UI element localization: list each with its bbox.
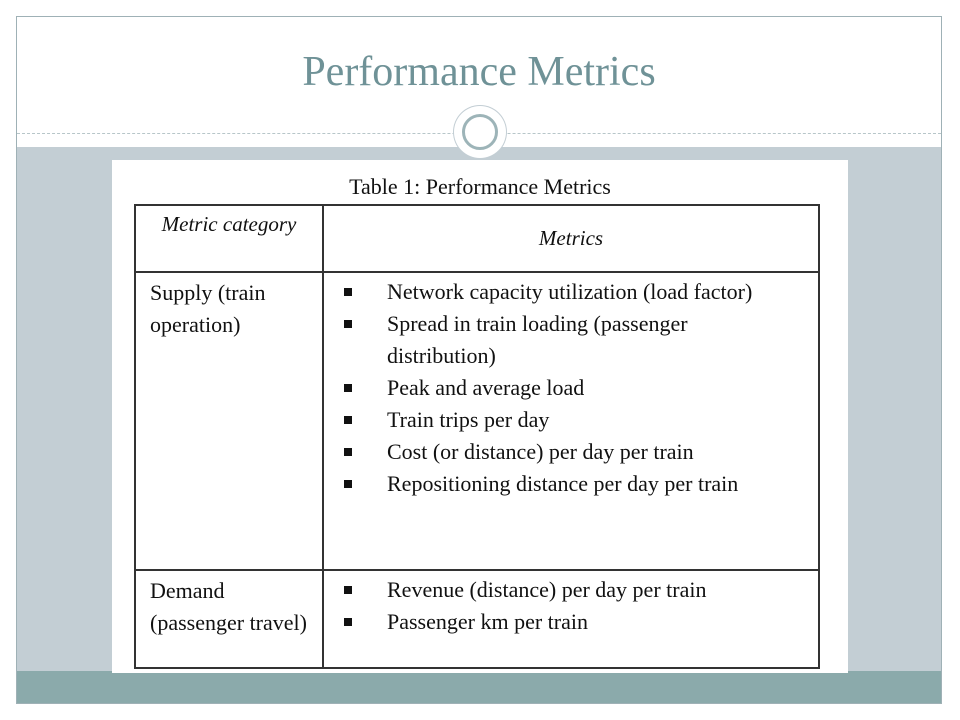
header-metric-category: Metric category <box>135 205 323 272</box>
metric-item: Train trips per day <box>341 404 799 436</box>
metric-item: Network capacity utilization (load factor) <box>341 276 799 308</box>
metrics-cell <box>323 272 819 570</box>
table-image <box>112 160 848 673</box>
metric-item: Spread in train loading (passenger distribution) <box>341 308 799 372</box>
metrics-table <box>134 204 820 669</box>
metric-item: Revenue (distance) per day per train <box>341 574 799 606</box>
category-cell: Demand (passenger travel) <box>135 570 323 668</box>
table-header-row <box>135 205 819 272</box>
category-cell: Supply (train operation) <box>135 272 323 570</box>
header-metrics: Metrics <box>323 205 819 272</box>
metric-item: Repositioning distance per day per train <box>341 468 799 500</box>
metric-item: Passenger km per train <box>341 606 799 638</box>
slide-title: Performance Metrics <box>302 49 656 95</box>
table-row <box>135 272 819 570</box>
metric-item: Cost (or distance) per day per train <box>341 436 799 468</box>
ring-icon <box>462 114 498 150</box>
metric-item: Peak and average load <box>341 372 799 404</box>
table-caption: Table 1: Performance Metrics <box>349 174 611 199</box>
metrics-list <box>325 572 817 638</box>
metrics-cell <box>323 570 819 668</box>
table-row <box>135 570 819 668</box>
metrics-list <box>325 274 817 500</box>
circle-ornament-icon <box>454 106 506 158</box>
footer-band <box>17 671 941 703</box>
